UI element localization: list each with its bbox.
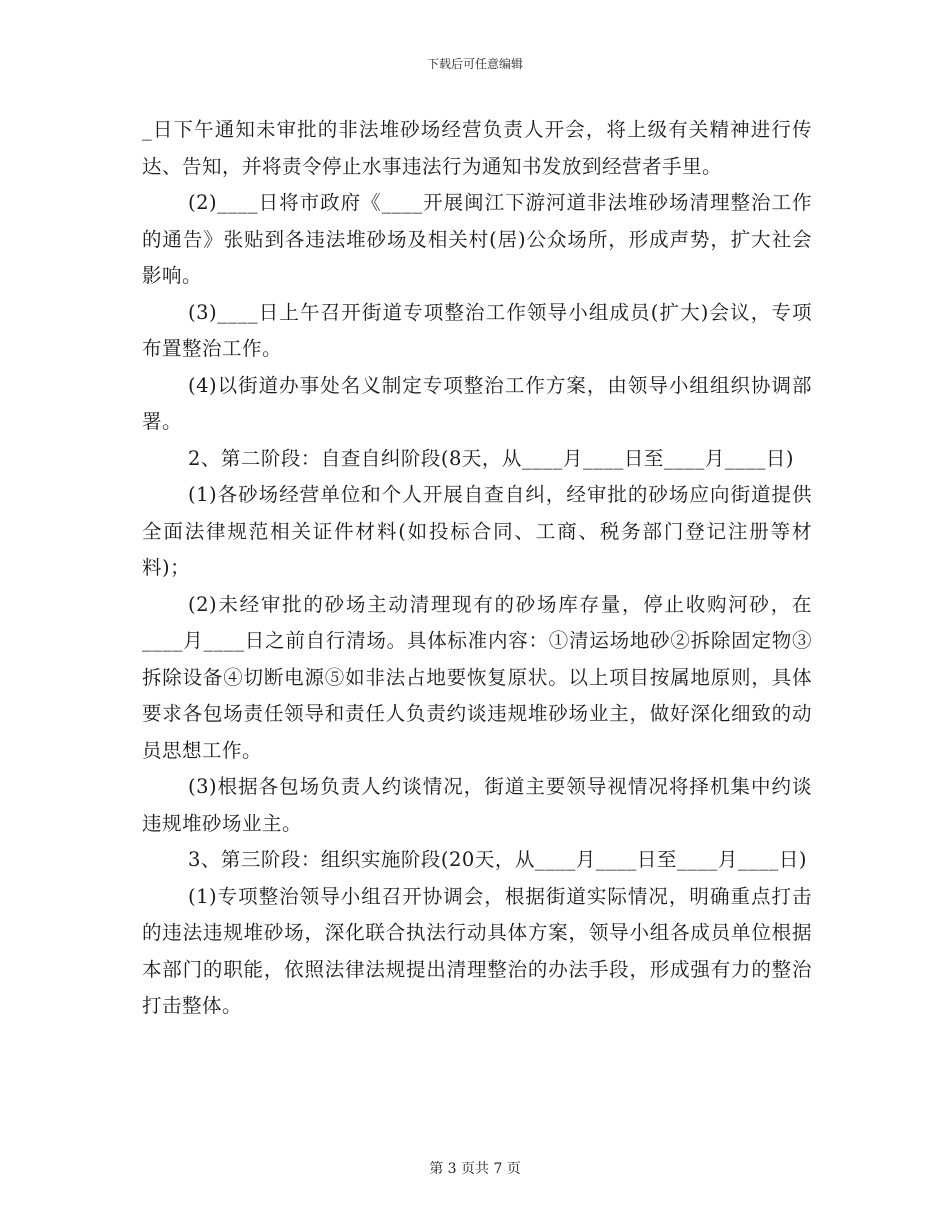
page-number: 第 3 页共 7 页 — [429, 1161, 521, 1177]
section-heading: 3、第三阶段：组织实施阶段(20天，从____月____日至____月____日) — [188, 848, 807, 871]
paragraph: (4)以街道办事处名义制定专项整治工作方案，由领导小组组织协调部署。 — [142, 373, 812, 433]
paragraph: (3)____日上午召开街道专项整治工作领导小组成员(扩大)会议，专项布置整治工作。 — [142, 300, 812, 360]
section-heading: 2、第二阶段：自查自纠阶段(8天，从____月____日至____月____日) — [188, 446, 795, 470]
paragraph: (1)各砂场经营单位和个人开展自查自纠，经审批的砂场应向街道提供全面法律规范相关证件材料(如投标合同、工商、税务部门登记注册等材料)； — [142, 483, 812, 579]
paragraph: (1)专项整治领导小组召开协调会，根据街道实际情况，明确重点打击的违法违规堆砂场，深化联合执法行动具体方案，领导小组各成员单位根据本部门的职能，依照法律法规提出清理整治的办法手段，形成强有力的整治打击整体。 — [142, 884, 812, 1017]
page-header-note: 下载后可任意编辑 — [426, 57, 523, 71]
paragraph: (2)____日将市政府《____开展闽江下游河道非法堆砂场清理整治工作的通告》张贴到各违法堆砂场及相关村(居)公众场所，形成声势，扩大社会影响。 — [142, 191, 812, 287]
paragraph: _日下午通知未审批的非法堆砂场经营负责人开会，将上级有关精神进行传达、告知，并将责令停止水事违法行为通知书发放到经营者手里。 — [142, 118, 812, 178]
paragraph: (2)未经审批的砂场主动清理现有的砂场库存量，停止收购河砂，在____月____日之前自行清场。具体标准内容：①清运场地砂②拆除固定物③拆除设备④切断电源⑤如非法占地要恢复原状。以上项目按属地原则，具体要求各包场责任领导和责任人负责约谈违规堆砂场业主，做好深化细致的动员思想工作。 — [142, 592, 812, 762]
paragraph: (3)根据各包场负责人约谈情况，街道主要领导视情况将择机集中约谈违规堆砂场业主。 — [142, 775, 812, 835]
document-body — [142, 112, 812, 1025]
